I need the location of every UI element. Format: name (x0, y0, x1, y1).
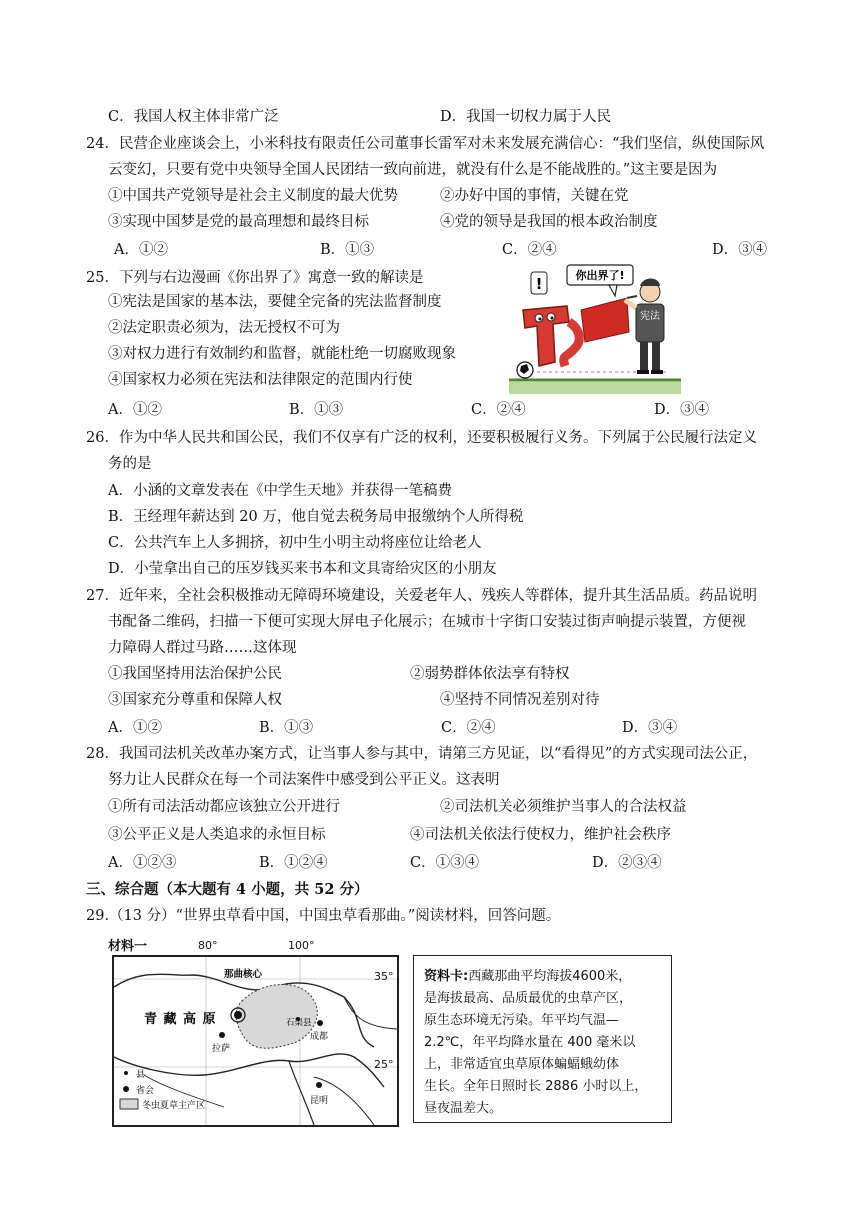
q27-option-d: D．③④ (622, 720, 678, 736)
section-heading: 三、综合题（本大题有 4 小题，共 52 分） (86, 881, 369, 898)
q26-stem: 26．作为中华人民共和国公民，我们不仅享有广泛的权利，还要积极履行义务。下列属于公民履行法定义 (86, 430, 757, 446)
q23-option-d: D．我国一切权力属于人民 (440, 109, 612, 125)
q25-option-b: B．①③ (289, 402, 344, 418)
q24-stem: 24．民营企业座谈会上，小米科技有限责任公司董事长雷军对未来发展充满信心：“我们坚信，纵使国际风 (86, 136, 765, 152)
cartoon-out-of-bounds (509, 262, 681, 394)
nagqu-marker (234, 1011, 242, 1019)
q26-option-d: D．小莹拿出自己的压岁钱买来书本和文具寄给灾区的小朋友 (108, 561, 497, 577)
card-key: 资料卡: (424, 969, 469, 984)
lon-80-label: 80° (198, 939, 218, 952)
tibet-cordyceps-map (112, 955, 399, 1127)
chengdu-label: 成都 (310, 1032, 329, 1042)
q25-option-d: D．③④ (654, 402, 710, 418)
q26-option-b: B．王经理年薪达到 20 万，他自觉去税务局申报缴纳个人所得税 (108, 509, 524, 525)
card-line-3: 原生态环境无污染。年平均气温— (424, 1013, 620, 1028)
q28-option-d: D．②③④ (592, 855, 662, 871)
q27-statement-1: ①我国坚持用法治保护公民 (108, 666, 282, 682)
q25-option-a: A．①② (108, 402, 162, 418)
q28-statement-1: ①所有司法活动都应该独立公开进行 (108, 799, 340, 815)
q27-option-b: B．①③ (259, 720, 314, 736)
card-line-4: 2.2℃，年平均降水量在 400 毫米以 (424, 1035, 636, 1050)
lat-25-label: 25° (374, 1058, 394, 1071)
svg-text:80° (200, 957, 218, 958)
q28-statement-3: ③公平正义是人类追求的永恒目标 (108, 827, 326, 843)
q25-statement-1: ①宪法是国家的基本法，要健全完备的宪法监督制度 (108, 294, 442, 310)
legend-capital: 省会 (136, 1086, 155, 1096)
q28-stem-cont: 努力让人民群众在每一个司法案件中感受到公平正义。这表明 (108, 772, 500, 788)
lhasa-label: 拉萨 (212, 1044, 231, 1054)
q23-option-c: C．我国人权主体非常广泛 (108, 109, 279, 125)
lat-35-label: 35° (374, 970, 394, 983)
q28-stem: 28．我国司法机关改革办案方式，让当事人参与其中，请第三方见证，以“看得见”的方式实现司法公正， (86, 746, 758, 762)
cartoon-bubble-text: 你出界了! (575, 269, 625, 282)
q24-option-a: A．①② (114, 242, 168, 258)
q25-statement-4: ④国家权力必须在宪法和法律限定的范围内行使 (108, 372, 413, 388)
q25-statement-2: ②法定职责必须为，法无授权不可为 (108, 320, 340, 336)
q25-stem: 25．下列与右边漫画《你出界了》寓意一致的解读是 (86, 270, 424, 286)
card-line-1: 西藏那曲平均海拔4600米， (468, 969, 632, 984)
plateau-label: 青 藏 高 原 (144, 1012, 217, 1027)
q24-option-c: C．②④ (502, 242, 557, 258)
q27-option-c: C．②④ (441, 720, 496, 736)
q28-option-c: C．①③④ (410, 855, 480, 871)
q28-option-b: B．①②④ (259, 855, 328, 871)
q27-statement-4: ④坚持不同情况差别对待 (440, 692, 600, 708)
q26-stem-cont: 务的是 (108, 456, 152, 472)
q24-statement-1: ①中国共产党领导是社会主义制度的最大优势 (108, 188, 398, 204)
q27-statement-3: ③国家充分尊重和保障人权 (108, 692, 282, 708)
nagqu-core-label: 那曲核心 (224, 969, 263, 980)
q28-statement-2: ②司法机关必须维护当事人的合法权益 (440, 799, 687, 815)
lon-100-label: 100° (288, 939, 315, 952)
material-one-label: 材料一 (108, 939, 148, 954)
card-line-2: 是海拔最高、品质最优的虫草产区， (424, 991, 633, 1006)
cartoon-vest-label: 宪法 (640, 311, 660, 322)
q27-stem-cont: 书配备二维码，扫描一下便可实现大屏电子化展示；在城市十字街口安装过街声响提示装置，方便视 (108, 614, 746, 630)
q28-option-a: A．①②③ (108, 855, 177, 871)
q27-stem-cont2: 力障碍人群过马路……这体现 (108, 640, 297, 656)
q27-option-a: A．①② (108, 720, 162, 736)
q26-option-c: C．公共汽车上人多拥挤，初中生小明主动将座位让给老人 (108, 535, 482, 551)
q24-statement-2: ②办好中国的事情，关键在党 (440, 188, 629, 204)
cartoon-exclaim: ! (535, 275, 543, 293)
q27-statement-2: ②弱势群体依法享有特权 (410, 666, 570, 682)
legend-production-area: 冬虫夏草主产区 (142, 1101, 206, 1111)
shiqu-label: 石渠县 (286, 1018, 312, 1028)
q24-statement-4: ④党的领导是我国的根本政治制度 (440, 214, 658, 230)
q25-option-c: C．②④ (471, 402, 526, 418)
legend-county: 县 (136, 1070, 146, 1080)
q25-statement-3: ③对权力进行有效制约和监督，就能杜绝一切腐败现象 (108, 346, 456, 362)
q26-option-a: A．小涵的文章发表在《中学生天地》并获得一笔稿费 (108, 483, 452, 499)
card-line-7: 昼夜温差大。 (424, 1101, 503, 1116)
card-line-5: 上，非常适宜虫草原体蝙蝠蛾幼体 (424, 1057, 620, 1072)
q29-stem: 29.（13 分）“世界虫草看中国，中国虫草看那曲。”阅读材料，回答问题。 (86, 908, 561, 924)
q24-stem-cont: 云变幻，只要有党中央领导全国人民团结一致向前进，就没有什么是不能战胜的。”这主要是因为 (108, 162, 718, 178)
q24-option-d: D．③④ (712, 242, 768, 258)
q28-statement-4: ④司法机关依法行使权力，维护社会秩序 (410, 827, 671, 843)
q24-statement-3: ③实现中国梦是党的最高理想和最终目标 (108, 214, 369, 230)
card-line-6: 生长。全年日照时长 2886 小时以上， (424, 1079, 648, 1094)
kunming-label: 昆明 (310, 1096, 329, 1106)
q27-stem: 27．近年来，全社会积极推动无障碍环境建设，关爱老年人、残疾人等群体，提升其生活品质。药品说明 (86, 588, 757, 604)
info-card (413, 955, 672, 1123)
q24-option-b: B．①③ (320, 242, 375, 258)
